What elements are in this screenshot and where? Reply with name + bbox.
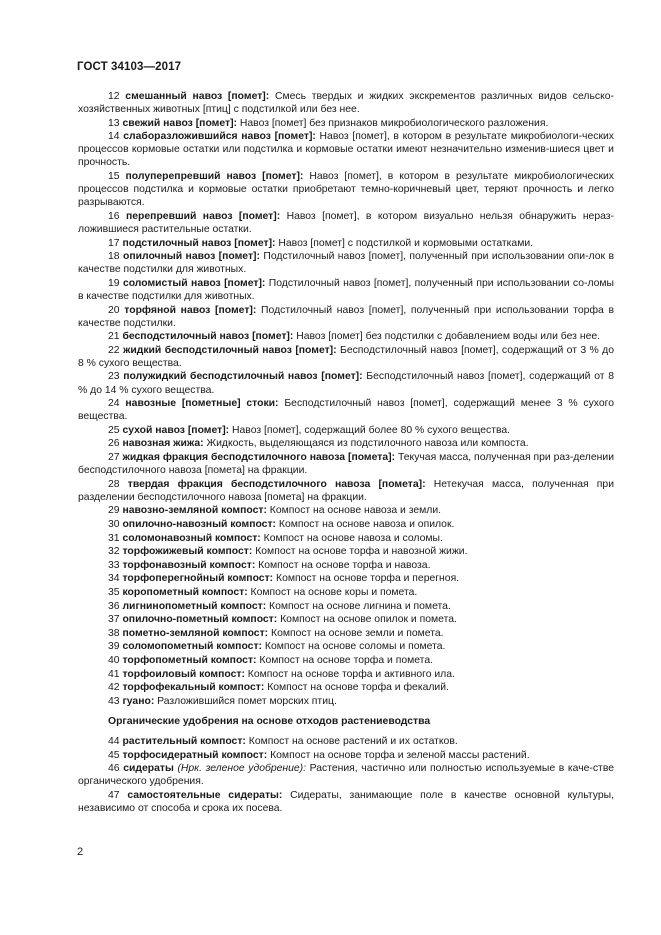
term-name: твердая фракция бесподстилочного навоза [помета]: (127, 478, 426, 490)
entry-number: 25 (108, 424, 120, 436)
entry-number: 27 (108, 452, 120, 464)
term-name: торфопометный компост: (122, 654, 257, 666)
term-entry (78, 613, 614, 626)
term-definition: Компост на основе навоза и соломы. (260, 532, 443, 544)
term-name: торфосидератный компост: (122, 749, 268, 761)
term-definition: Разложившийся помет морских птиц. (154, 695, 337, 707)
entry-number: 42 (108, 682, 120, 694)
term-entry (78, 210, 614, 236)
term-definition: Компост на основе торфа и навозной жижи. (252, 546, 468, 558)
term-name: жидкий бесподстилочный навоз [помет]: (122, 344, 337, 356)
entry-number: 41 (108, 668, 120, 680)
terms-list-manure (78, 90, 614, 708)
entry-number: 21 (108, 331, 120, 343)
term-definition: Навоз [помет], содержащий более 80 % сухого вещества. (229, 424, 511, 436)
standard-header: ГОСТ 34103—2017 (77, 61, 182, 73)
entry-number: 12 (108, 91, 120, 102)
term-definition: Компост на основе навоза и земли. (266, 505, 442, 517)
term-entry (78, 237, 614, 250)
term-entry (78, 654, 614, 667)
term-entry (78, 424, 614, 437)
term-name: торфоперегнойный компост: (122, 573, 274, 585)
term-entry (78, 695, 614, 708)
section-title: Органические удобрения на основе отходов растениеводства (108, 715, 431, 727)
term-name: опилочно-навозный компост: (122, 519, 277, 530)
term-definition: Компост на основе торфа и помета. (256, 654, 433, 666)
entry-number: 47 (108, 789, 120, 801)
term-definition: Смесь твердых и жидких экскрементов различных видов сельско-хозяйственных животных [птиц] с подстилкой или без нее. (78, 91, 614, 116)
term-entry (78, 277, 614, 303)
term-definition: Компост на основе земли и помета. (268, 627, 444, 639)
term-entry (78, 735, 614, 748)
term-name: пометно-земляной компост: (122, 627, 269, 639)
term-entry (78, 304, 614, 330)
term-definition: Компост на основе растений и их остатков. (245, 735, 458, 747)
term-entry (78, 397, 614, 423)
entry-number: 32 (108, 546, 120, 558)
term-name: коропометный компост: (122, 586, 248, 598)
term-name: самостоятельные сидераты: (127, 789, 283, 801)
term-entry (78, 681, 614, 694)
term-entry (78, 640, 614, 653)
entry-number: 45 (108, 749, 120, 761)
term-entry (78, 344, 614, 370)
term-note: (Нрк. зеленое удобрение): (173, 763, 307, 775)
term-definition: Бесподстилочный навоз [помет], содержащий от 3 % до 8 % сухого вещества. (78, 344, 615, 369)
term-definition: Компост на основе торфа и активного ила. (244, 668, 455, 680)
term-name: соломистый навоз [помет]: (122, 277, 266, 289)
term-definition: Компост на основе торфа и навоза. (255, 559, 431, 571)
term-name: слаборазложившийся навоз [помет]: (123, 131, 316, 143)
term-entry (78, 600, 614, 613)
term-entry (78, 451, 614, 477)
term-entry (78, 559, 614, 572)
term-name: лигнинопометный компост: (122, 600, 267, 612)
page-number: 2 (77, 846, 84, 858)
term-name: соломопометный компост: (122, 641, 262, 653)
term-name: гуано: (122, 695, 155, 707)
term-entry (78, 130, 614, 169)
term-name: жидкая фракция бесподстилочного навоза [помета]: (122, 452, 396, 464)
term-name: опилочно-пометный компост: (122, 614, 278, 626)
entry-number: 34 (108, 573, 120, 585)
term-definition: Компост на основе соломы и помета. (262, 641, 446, 653)
term-name: растительный компост: (122, 735, 246, 747)
term-name: бесподстилочный навоз [помет]: (122, 331, 294, 343)
term-definition: Нетекучая масса, полученная при разделении бесподстилочного навоза [помета] на фракции. (78, 478, 615, 503)
term-name: навозно-земляной компост: (122, 505, 267, 517)
term-definition: Подстилочный навоз [помет], полученный при использовании опи-лок в качестве подстилки для животных. (78, 251, 614, 276)
term-definition: Компост на основе опилок и помета. (277, 614, 457, 626)
entry-number: 22 (108, 344, 120, 356)
entry-number: 19 (108, 277, 120, 289)
term-name: перепревший навоз [помет]: (125, 210, 281, 222)
term-name: торфоиловый компост: (122, 668, 245, 680)
term-entry (78, 749, 614, 762)
term-definition: Навоз [помет] без подстилки с добавлением воды или без нее. (293, 331, 601, 343)
term-name: полужидкий бесподстилочный навоз [помет]: (123, 371, 363, 383)
entry-number: 20 (108, 304, 120, 316)
term-definition: Компост на основе торфа и зеленой массы растений. (267, 749, 530, 761)
term-name: торфяной навоз [помет]: (124, 304, 257, 316)
term-name: торфофекальный компост: (122, 682, 265, 694)
term-entry (78, 504, 614, 517)
term-entry (78, 170, 614, 209)
term-definition: Бесподстилочный навоз [помет], содержащий менее 3 % сухого вещества. (78, 398, 615, 423)
entry-number: 38 (108, 627, 120, 639)
term-name: навозная жижа: (122, 438, 204, 450)
entry-number: 28 (108, 478, 120, 490)
term-name: подстилочный навоз [помет]: (122, 237, 276, 249)
entry-number: 18 (108, 251, 120, 263)
entry-number: 31 (108, 532, 120, 544)
term-entry (78, 330, 614, 343)
entry-number: 35 (108, 586, 120, 598)
entry-number: 44 (108, 735, 120, 747)
term-definition: Навоз [помет] с подстилкой и кормовыми остатками. (275, 237, 534, 249)
entry-number: 43 (108, 695, 120, 707)
term-entry (78, 117, 614, 130)
term-definition: Текучая масса, полученная при раз-делении бесподстилочного навоза [помета] на фракции. (78, 452, 614, 477)
entry-number: 40 (108, 654, 120, 666)
entry-number: 33 (108, 559, 120, 571)
entry-number: 36 (108, 600, 120, 612)
term-entry (78, 518, 614, 531)
term-entry (78, 545, 614, 558)
term-name: полуперепревший навоз [помет]: (125, 171, 304, 183)
term-entry (78, 478, 614, 504)
term-definition: Компост на основе лигнина и помета. (266, 600, 451, 612)
term-entry (78, 789, 614, 815)
term-definition: Бесподстилочный навоз [помет], содержащий от 8 % до 14 % сухого вещества. (78, 371, 614, 396)
term-definition: Подстилочный навоз [помет], полученный при использовании торфа в качестве подстилки. (78, 304, 615, 329)
term-name: смешанный навоз [помет]: (125, 91, 270, 102)
entry-number: 26 (108, 438, 120, 450)
term-definition: Подстилочный навоз [помет], полученный при использовании со-ломы в качестве подстилки для животных. (78, 277, 615, 302)
term-definition: Жидкость, выделяющаяся из подстилочного навоза или компоста. (203, 438, 529, 450)
entry-number: 17 (108, 237, 120, 249)
term-entry (78, 370, 614, 396)
entry-number: 13 (108, 117, 120, 129)
term-definition: Навоз [помет], в котором в результате микробиологи-ческих процессов кормовые остатки или подстилка и кормовые остатки имеют незначительно изменив-шиеся цвет и прочность. (78, 131, 614, 169)
term-entry (78, 668, 614, 681)
term-entry (78, 250, 614, 276)
term-definition: Навоз [помет] без признаков микробиологического разложения. (237, 117, 549, 129)
term-definition: Компост на основе торфа и фекалий. (264, 682, 449, 694)
entry-number: 46 (108, 763, 120, 775)
term-definition: Навоз [помет], в котором визуально нельзя обнаружить нераз-ложившиеся растительные остатки. (78, 210, 614, 235)
term-name: сухой навоз [помет]: (122, 424, 230, 436)
term-name: навозные [пометные] стоки: (125, 398, 279, 410)
terms-content (78, 90, 614, 815)
entry-number: 16 (108, 210, 120, 222)
entry-number: 15 (108, 171, 120, 183)
term-entry (78, 532, 614, 545)
term-entry (78, 627, 614, 640)
term-name: торфожижевый компост: (122, 546, 253, 558)
term-name: торфонавозный компост: (122, 559, 256, 571)
entry-number: 39 (108, 641, 120, 653)
term-name: опилочный навоз [помет]: (123, 251, 260, 263)
term-entry (78, 572, 614, 585)
entry-number: 24 (108, 398, 120, 410)
term-entry (78, 90, 614, 116)
term-definition: Растения, частично или полностью используемые в каче-стве органического удобрения. (78, 763, 615, 788)
term-entry (78, 437, 614, 450)
term-name: сидераты (123, 763, 174, 775)
entry-number: 14 (108, 131, 120, 143)
term-name: свежий навоз [помет]: (122, 117, 238, 129)
term-name: соломонавозный компост: (122, 532, 261, 544)
entry-number: 23 (108, 371, 120, 383)
term-definition: Компост на основе торфа и перегноя. (273, 573, 460, 585)
term-definition: Навоз [помет], в котором в результате микробиологических процессов подстилка и кормовые остатки приобретают темно-коричневый цвет, теряют прочность и легко разрываются. (78, 171, 614, 209)
term-definition: Компост на основе навоза и опилок. (276, 519, 455, 530)
entry-number: 29 (108, 505, 120, 517)
term-entry (78, 586, 614, 599)
term-definition: Компост на основе коры и помета. (247, 586, 418, 598)
entry-number: 30 (108, 519, 120, 530)
terms-list-plant-waste (78, 735, 614, 815)
entry-number: 37 (108, 614, 120, 626)
term-definition: Сидераты, занимающие поле в качестве основной культуры, независимо от способа и срока их посева. (78, 789, 614, 814)
term-entry (78, 762, 614, 788)
